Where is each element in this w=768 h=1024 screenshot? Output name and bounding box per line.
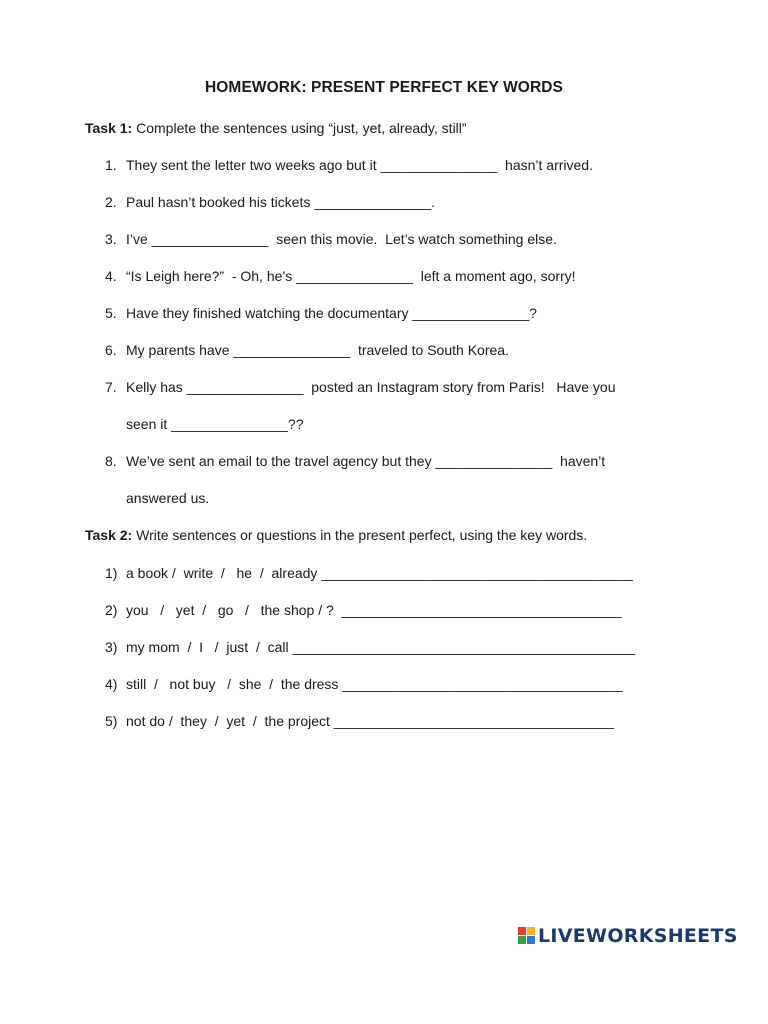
task1-item-text: My parents have _______________ traveled to South Korea. xyxy=(126,342,509,358)
task2-item-text: still / not buy / she / the dress ____________________________________ xyxy=(126,676,623,692)
task1-item-text: They sent the letter two weeks ago but it _______________ hasn’t arrived. xyxy=(126,157,593,173)
task2-item-number: 4) xyxy=(105,676,118,692)
task1-item-text: We’ve sent an email to the travel agency but they _______________ haven’t xyxy=(126,453,606,469)
task1-item-number: 7. xyxy=(105,379,117,395)
task1-item-text: Have they finished watching the documentary _______________? xyxy=(126,305,537,321)
task2-item-text: a book / write / he / already ________________________________________ xyxy=(126,565,633,581)
task1-item-number: 3. xyxy=(105,231,117,247)
liveworksheets-logo xyxy=(518,924,738,948)
task2-item-text: not do / they / yet / the project ____________________________________ xyxy=(126,713,615,729)
task2-item-text: my mom / I / just / call ____________________________________________ xyxy=(126,639,636,655)
task1-item-text: Kelly has _______________ posted an Instagram story from Paris! Have you xyxy=(126,379,616,395)
task2-item-number: 5) xyxy=(105,713,118,729)
task2-heading xyxy=(85,527,587,543)
task1-item-text: answered us. xyxy=(126,490,210,506)
task1-label: Task 1: xyxy=(85,120,133,136)
logo-icon xyxy=(518,927,536,945)
page-title: HOMEWORK: PRESENT PERFECT KEY WORDS xyxy=(204,79,563,96)
task2-item-number: 2) xyxy=(105,602,118,618)
task1-item-text: I’ve _______________ seen this movie. Let’s watch something else. xyxy=(126,231,557,247)
task1-instruction: Complete the sentences using “just, yet, already, still” xyxy=(132,120,467,136)
task1-item-number: 2. xyxy=(105,194,117,210)
task1-item-number: 1. xyxy=(105,157,117,173)
task1-item-text: seen it _______________?? xyxy=(126,416,304,432)
task1-item-number: 4. xyxy=(105,268,117,284)
task2-item-number: 1) xyxy=(105,565,118,581)
task1-item-text: Paul hasn’t booked his tickets _______________. xyxy=(126,194,436,210)
task2-item-number: 3) xyxy=(105,639,118,655)
task1-item-number: 8. xyxy=(105,453,117,469)
task2-instruction: Write sentences or questions in the present perfect, using the key words. xyxy=(132,527,588,543)
task1-item-number: 6. xyxy=(105,342,117,358)
task2-label: Task 2: xyxy=(85,527,133,543)
task1-item-number: 5. xyxy=(105,305,117,321)
task2-item-text: you / yet / go / the shop / ? ____________________________________ xyxy=(126,602,622,618)
task1-item-text: “Is Leigh here?” - Oh, he’s _______________ left a moment ago, sorry! xyxy=(126,268,576,284)
logo-text: LIVEWORKSHEETS xyxy=(538,925,738,947)
task1-heading xyxy=(85,120,467,136)
